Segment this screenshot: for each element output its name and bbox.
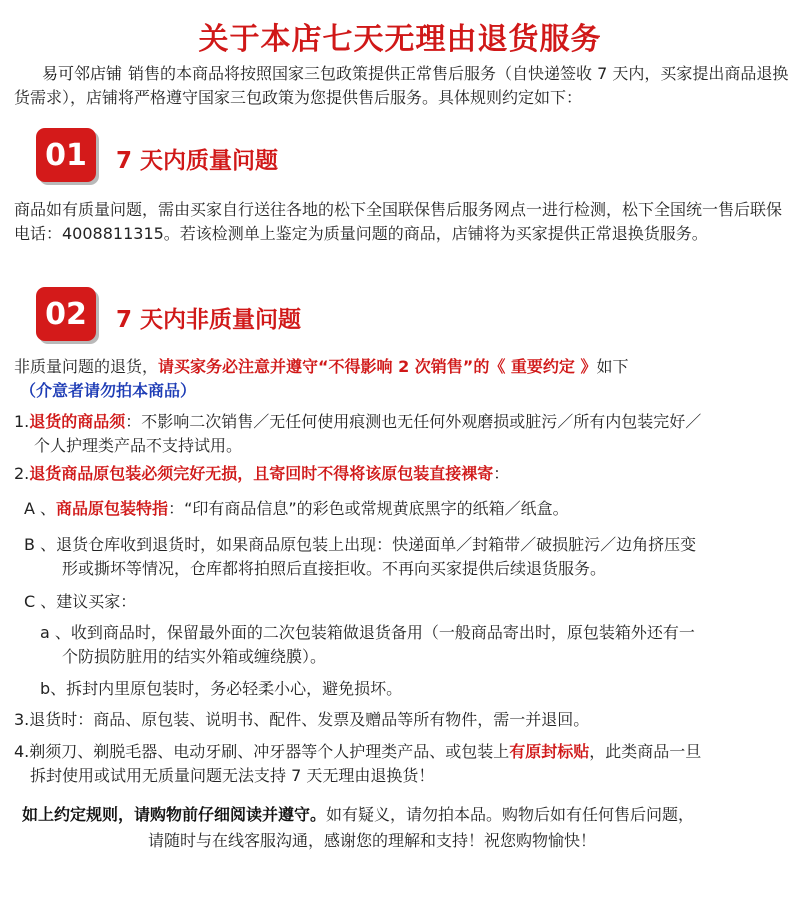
- lead-tail: 如下: [596, 357, 629, 376]
- footer-bold: 如上约定规则，请购物前仔细阅读并遵守。: [22, 805, 327, 824]
- rule-2-c-b: [40, 677, 402, 701]
- section-2-badge: 02: [36, 287, 96, 341]
- footer-text: 如有疑义，请勿拍本品。购物后如有任何售后问题，: [326, 805, 695, 824]
- rule-2-a-text: ：“印有商品信息”的彩色或常规黄底黑字的纸箱／纸盒。: [168, 499, 569, 518]
- rule-2-b-text: 退货仓库收到退货时，如果商品原包装上出现：快递面单／封箱带／破损脏污／边角挤压变: [56, 535, 697, 554]
- page-title: 关于本店七天无理由退货服务: [198, 22, 602, 57]
- rule-2-c-a-text-cont: 个防损防脏用的结实外箱或缠绕膜）。: [62, 647, 327, 666]
- rule-2-b-label: B 、: [24, 535, 57, 554]
- rule-1-number: 1.: [14, 412, 30, 431]
- rule-2-c-text: 建议买家：: [56, 592, 137, 611]
- rule-2-b-text-cont: 形或撕坏等情况，仓库都将拍照后直接拒收。不再向买家提供后续退货服务。: [62, 559, 607, 578]
- rule-4-text: 4.剃须刀、剃脱毛器、电动牙刷、冲牙器等个人护理类产品、或包装上: [14, 742, 510, 761]
- rule-1: [14, 410, 701, 434]
- section-1-title: 7 天内质量问题: [116, 148, 279, 174]
- section-1-badge: 01: [36, 128, 96, 182]
- footer-text-cont: 请随时与在线客服沟通，感谢您的理解和支持！祝您购物愉快！: [148, 831, 597, 850]
- section-1-body: 商品如有质量问题，需由买家自行送往各地的松下全国联保售后服务网点一进行检测，松下全国统一售后联保电话：4008811315。若该检测单上鉴定为质量问题的商品，店铺将为买家提供正常退换货服务。: [14, 200, 783, 243]
- rule-2-c-a: [40, 621, 695, 645]
- lead-plain: 非质量问题的退货，: [14, 357, 159, 376]
- rule-4-text-cont: 拆封使用或试用无质量问题无法支持 7 天无理由退换货！: [30, 766, 435, 785]
- rule-2-c-a-label: a 、: [40, 623, 71, 642]
- rule-2-a: [24, 497, 569, 521]
- rule-2-number: 2.: [14, 464, 30, 483]
- rule-2: [14, 462, 509, 486]
- footer-notice: [22, 802, 792, 854]
- rule-4-text-b: ，此类商品一旦: [589, 742, 702, 761]
- rule-2-tail: ：: [493, 464, 510, 483]
- rule-3: 3.退货时：商品、原包装、说明书、配件、发票及赠品等所有物件，需一并退回。: [14, 710, 590, 729]
- rule-2-a-label: A 、: [24, 499, 57, 518]
- rule-1-label: 退货的商品须: [29, 412, 126, 431]
- rule-1-text: ：不影响二次销售／无任何使用痕测也无任何外观磨损或脏污／所有内包装完好／: [125, 412, 702, 431]
- intro-paragraph: [14, 62, 790, 110]
- lead-important: 请买家务必注意并遵守“不得影响 2 次销售”的《 重要约定 》: [158, 357, 597, 376]
- rule-4-highlight: 有原封标贴: [509, 742, 590, 761]
- rule-2-c-a-text: 收到商品时，保留最外面的二次包装箱做退货备用（一般商品寄出时，原包装箱外还有一: [70, 623, 695, 642]
- rule-4: [14, 740, 701, 764]
- intro-text: 销售的本商品将按照国家三包政策提供正常售后服务（自快递签收 7 天内，买家提出商品退换货需求），店铺将严格遵守国家三包政策为您提供售后服务。具体规则约定如下：: [14, 64, 789, 107]
- rule-2-c: [24, 590, 136, 614]
- rule-2-b: [24, 533, 696, 557]
- rule-1-text-cont: 个人护理类产品不支持试用。: [34, 436, 243, 455]
- rule-2-c-b-label: b、: [40, 679, 67, 698]
- lead-note: （介意者请勿拍本商品）: [20, 381, 197, 400]
- rule-2-a-highlight: 商品原包装特指: [56, 499, 169, 518]
- section-2-lead: [14, 355, 628, 379]
- rule-2-c-label: C 、: [24, 592, 57, 611]
- store-name: 易可邻店铺: [42, 64, 123, 83]
- section-2-title: 7 天内非质量问题: [116, 307, 302, 333]
- rule-2-c-b-text: 拆封内里原包装时，务必轻柔小心，避免损坏。: [66, 679, 403, 698]
- rule-2-label: 退货商品原包装必须完好无损，且寄回时不得将该原包装直接裸寄: [29, 464, 494, 483]
